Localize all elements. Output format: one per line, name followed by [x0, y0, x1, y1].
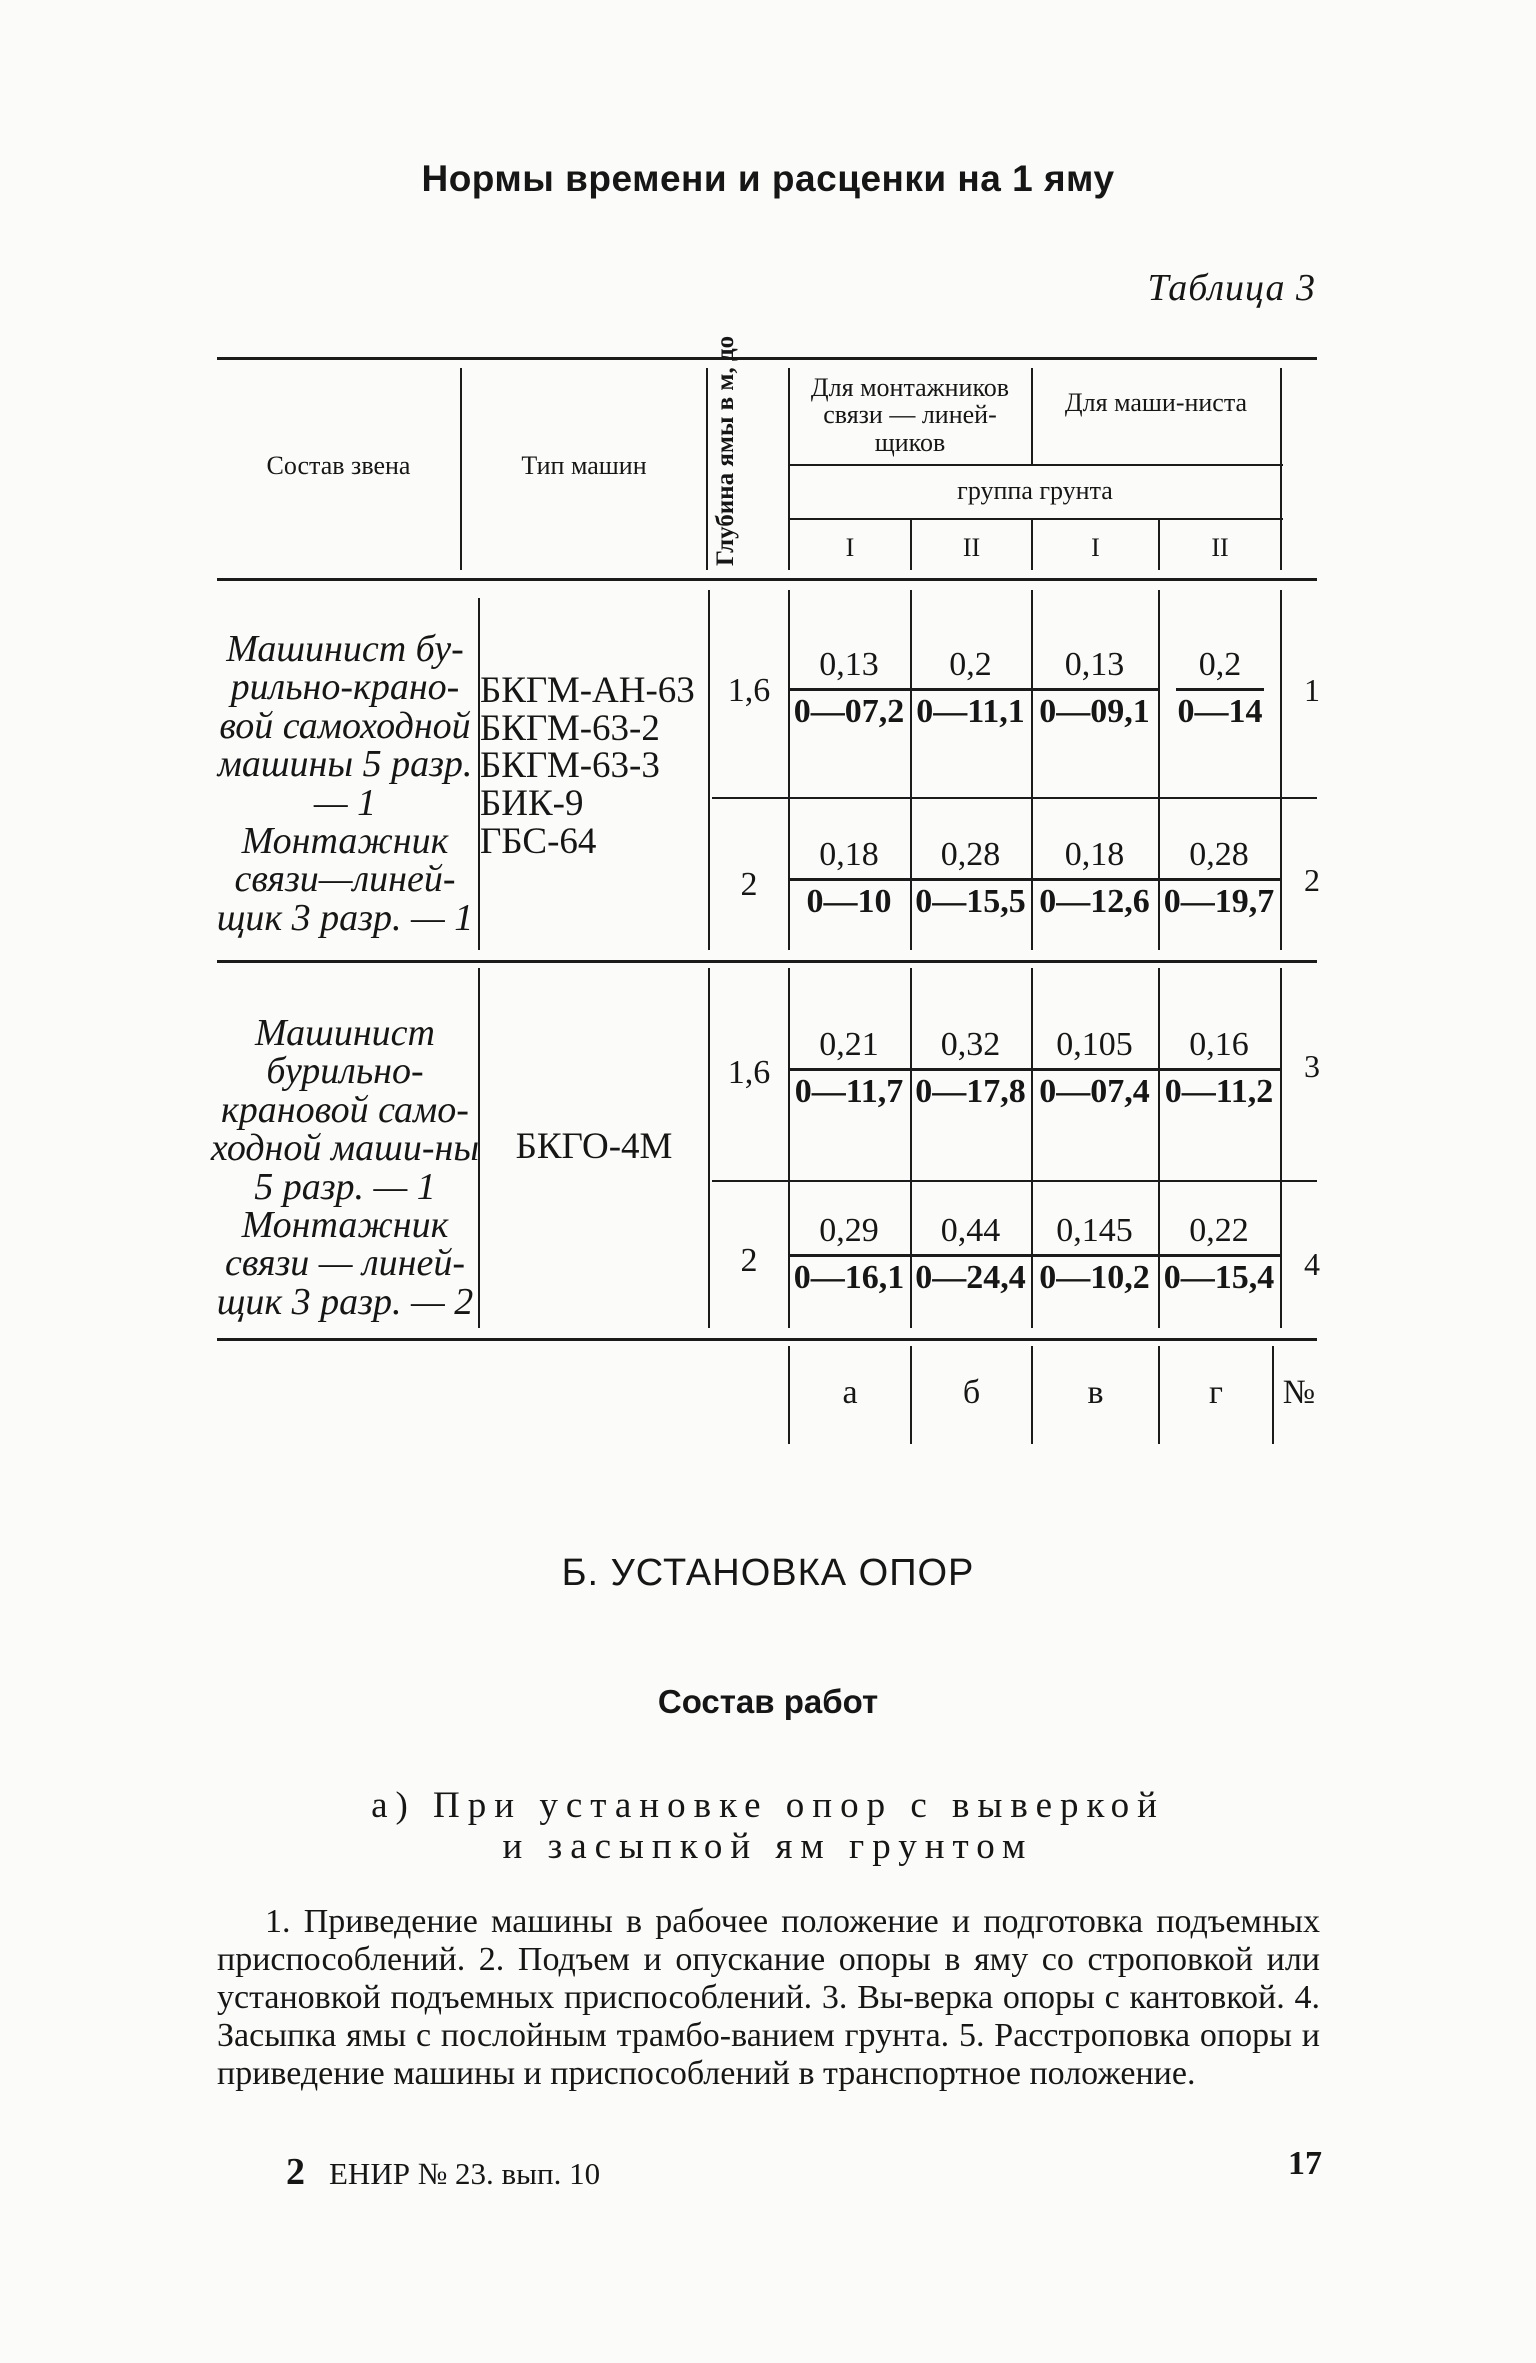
column-letter: б [962, 1374, 981, 1411]
footer-source [286, 2150, 600, 2194]
rate-cell [910, 1214, 1031, 1295]
machines-block-1 [480, 672, 708, 861]
time-norm: 0,18 [819, 836, 879, 873]
header-group-4: II [1211, 533, 1229, 562]
header-group-2: II [962, 533, 981, 562]
rate-cell [1158, 1028, 1280, 1109]
rate-cell [910, 1028, 1031, 1109]
price-rate: 0—07,4 [1031, 1068, 1158, 1109]
price-rate: 0—24,4 [910, 1254, 1031, 1295]
header-depth: Глубина ямы в м, до [712, 335, 739, 566]
price-rate: 0—11,2 [1158, 1068, 1280, 1109]
rate-cell [788, 648, 910, 729]
table-label: Таблица 3 [1147, 267, 1316, 309]
time-norm: 0,28 [940, 836, 1001, 873]
header-linemen: Для монтажников связи — линей-щиков [810, 373, 1010, 457]
machine-item: БКГО-4М [515, 1126, 673, 1167]
row-number: 4 [1304, 1246, 1320, 1282]
time-norm: 0,28 [1189, 836, 1249, 873]
header-group-1: I [845, 533, 855, 562]
machine-item: ГБС-64 [480, 820, 597, 862]
number-column-label: № [1282, 1374, 1316, 1411]
time-norm: 0,21 [819, 1026, 879, 1063]
price-rate: 0—09,1 [1031, 688, 1158, 729]
price-rate: 0—17,8 [910, 1068, 1031, 1109]
price-rate: 0—15,5 [910, 878, 1031, 919]
time-norm: 0,16 [1189, 1026, 1249, 1063]
depth-cell: 2 [740, 1242, 758, 1279]
source-ref: ЕНИР № 23. вып. 10 [329, 2156, 601, 2191]
rate-cell [1176, 648, 1264, 729]
machine-item: БКГМ-63-2 [480, 707, 660, 749]
price-rate: 0—07,2 [788, 688, 910, 729]
crew-block-2: Машинист бурильно-крановой само-ходной маши-ны 5 разр. — 1 Монтажник связи — линей-щик 3 разр. — 2 [210, 1012, 480, 1323]
time-norm: 0,2 [1198, 646, 1242, 683]
price-rate: 0—11,7 [788, 1068, 910, 1109]
price-rate: 0—10,2 [1031, 1254, 1158, 1295]
time-norm: 0,13 [1064, 646, 1125, 683]
rate-cell [910, 648, 1031, 729]
price-rate: 0—19,7 [1158, 878, 1280, 919]
section-title: Б. УСТАНОВКА ОПОР [561, 1552, 975, 1594]
depth-cell: 1,6 [727, 672, 771, 709]
time-norm: 0,145 [1056, 1212, 1133, 1249]
time-norm: 0,18 [1064, 836, 1125, 873]
column-letter: г [1209, 1374, 1223, 1411]
price-rate: 0—12,6 [1031, 878, 1158, 919]
row-number: 3 [1304, 1048, 1320, 1084]
rate-cell [1158, 1214, 1280, 1295]
time-norm: 0,44 [940, 1212, 1001, 1249]
machine-item: БИК-9 [480, 783, 584, 825]
row-number: 2 [1304, 862, 1320, 898]
rate-cell [910, 838, 1031, 919]
price-rate: 0—16,1 [788, 1254, 910, 1295]
machine-item: БКГМ-63-3 [480, 745, 660, 787]
price-rate: 0—14 [1176, 688, 1264, 729]
time-norm: 0,29 [819, 1212, 879, 1249]
header-driver: Для маши-ниста [1064, 388, 1248, 417]
header-crew: Состав звена [266, 451, 411, 480]
rate-cell [788, 1214, 910, 1295]
rate-cell [1031, 1214, 1158, 1295]
header-machine: Тип машин [521, 451, 647, 480]
subheading-line: а) При установке опор с выверкой [371, 1785, 1165, 1826]
page-title: Нормы времени и расценки на 1 яму [421, 158, 1115, 199]
price-rate: 0—15,4 [1158, 1254, 1280, 1295]
price-rate: 0—11,1 [910, 688, 1031, 729]
rate-cell [1031, 1028, 1158, 1109]
time-norm: 0,105 [1056, 1026, 1133, 1063]
rate-cell [788, 838, 910, 919]
page-number: 17 [1288, 2145, 1322, 2182]
rate-cell [1031, 838, 1158, 919]
rate-cell [788, 1028, 910, 1109]
sheet-number: 2 [286, 2151, 305, 2193]
column-letter: а [842, 1374, 858, 1411]
rate-cell [1031, 648, 1158, 729]
subtitle: Состав работ [657, 1683, 879, 1720]
depth-cell: 2 [740, 866, 758, 903]
crew-block-1: Машинист бу-рильно-крано-вой самоходной машины 5 разр. — 1 Монтажник связи—линей-щик 3 разр. — 1 [216, 628, 474, 939]
subheading [0, 1785, 1536, 1868]
time-norm: 0,2 [949, 646, 992, 683]
price-rate: 0—10 [788, 878, 910, 919]
row-number: 1 [1304, 672, 1320, 708]
machines-block-2 [480, 1128, 708, 1166]
subheading-line: и засыпкой ям грунтом [502, 1826, 1034, 1868]
time-norm: 0,32 [940, 1026, 1001, 1063]
body-paragraph: 1. Приведение машины в рабочее положение и подготовка подъемных приспособлений. 2. Подъем и опускание опоры в яму со строповкой или установкой подъемных приспособлений. 3. Вы-верка опоры с кантовкой. 4. Засыпка ямы с послойным трамбо-ванием грунта. 5. Расстроповка опоры и приведение машины и приспособлений в транспортное положение. [217, 1903, 1320, 2093]
time-norm: 0,22 [1189, 1212, 1249, 1249]
rate-cell [1158, 838, 1280, 919]
header-soil-group: группа грунта [957, 476, 1113, 505]
depth-cell: 1,6 [727, 1054, 771, 1091]
header-group-3: I [1091, 533, 1100, 562]
machine-item: БКГМ-АН-63 [480, 670, 695, 711]
time-norm: 0,13 [819, 646, 879, 683]
column-letter: в [1087, 1374, 1104, 1411]
